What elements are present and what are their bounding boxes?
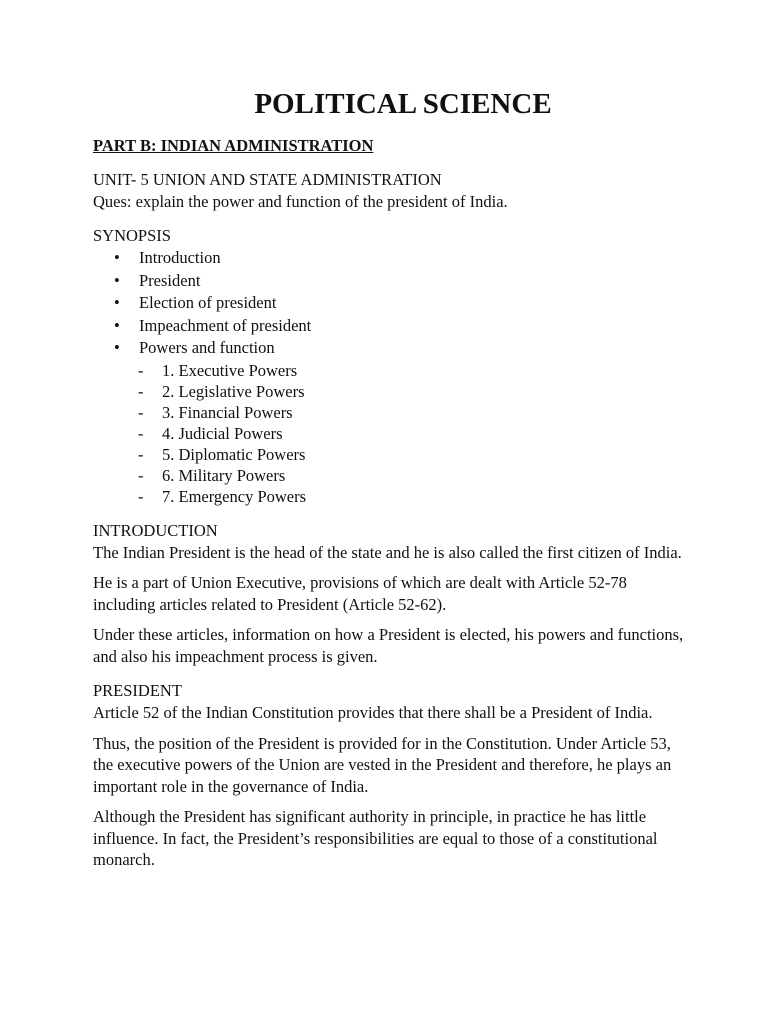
- paragraph: Thus, the position of the President is provided for in the Constitution. Under Article 53, the executive powers of the Union are vested in the President and therefore, he plays an important role in the governance of India.: [93, 733, 672, 796]
- powers-sublist: [93, 360, 693, 507]
- list-item: • Powers and function: [93, 337, 693, 360]
- list-item: • President: [93, 270, 693, 293]
- list-item: - 6. Military Powers: [93, 465, 693, 486]
- document-page: [93, 86, 693, 871]
- synopsis-heading: SYNOPSIS: [93, 226, 171, 245]
- unit-heading: UNIT- 5 UNION AND STATE ADMINISTRATION: [93, 170, 442, 189]
- question-text: Ques: explain the power and function of the president of India.: [93, 192, 508, 211]
- paragraph: Article 52 of the Indian Constitution provides that there shall be a President of India.: [93, 703, 653, 723]
- list-item: • Impeachment of president: [93, 315, 693, 338]
- list-item: • Election of president: [93, 292, 693, 315]
- introduction-heading: INTRODUCTION: [93, 520, 218, 540]
- president-heading: PRESIDENT: [93, 681, 182, 701]
- list-item: - 2. Legislative Powers: [93, 381, 693, 402]
- list-item: - 4. Judicial Powers: [93, 423, 693, 444]
- part-heading: PART B: INDIAN ADMINISTRATION: [93, 136, 374, 155]
- list-item: - 5. Diplomatic Powers: [93, 444, 693, 465]
- paragraph: The Indian President is the head of the state and he is also called the first citizen of India.: [93, 542, 682, 562]
- paragraph: Although the President has significant authority in principle, in practice he has little influence. In fact, the President’s responsibilities are equal to those of a constitutional monarch.: [93, 807, 658, 870]
- list-item: - 1. Executive Powers: [93, 360, 693, 381]
- document-title: POLITICAL SCIENCE: [254, 88, 552, 120]
- list-item: - 7. Emergency Powers: [93, 486, 693, 507]
- paragraph: Under these articles, information on how a President is elected, his powers and functions, and also his impeachment process is given.: [93, 625, 684, 666]
- list-item: • Introduction: [93, 247, 693, 270]
- synopsis-list: [93, 247, 693, 360]
- list-item: - 3. Financial Powers: [93, 402, 693, 423]
- paragraph: He is a part of Union Executive, provisions of which are dealt with Article 52-78 including articles related to President (Article 52-62).: [93, 573, 627, 614]
